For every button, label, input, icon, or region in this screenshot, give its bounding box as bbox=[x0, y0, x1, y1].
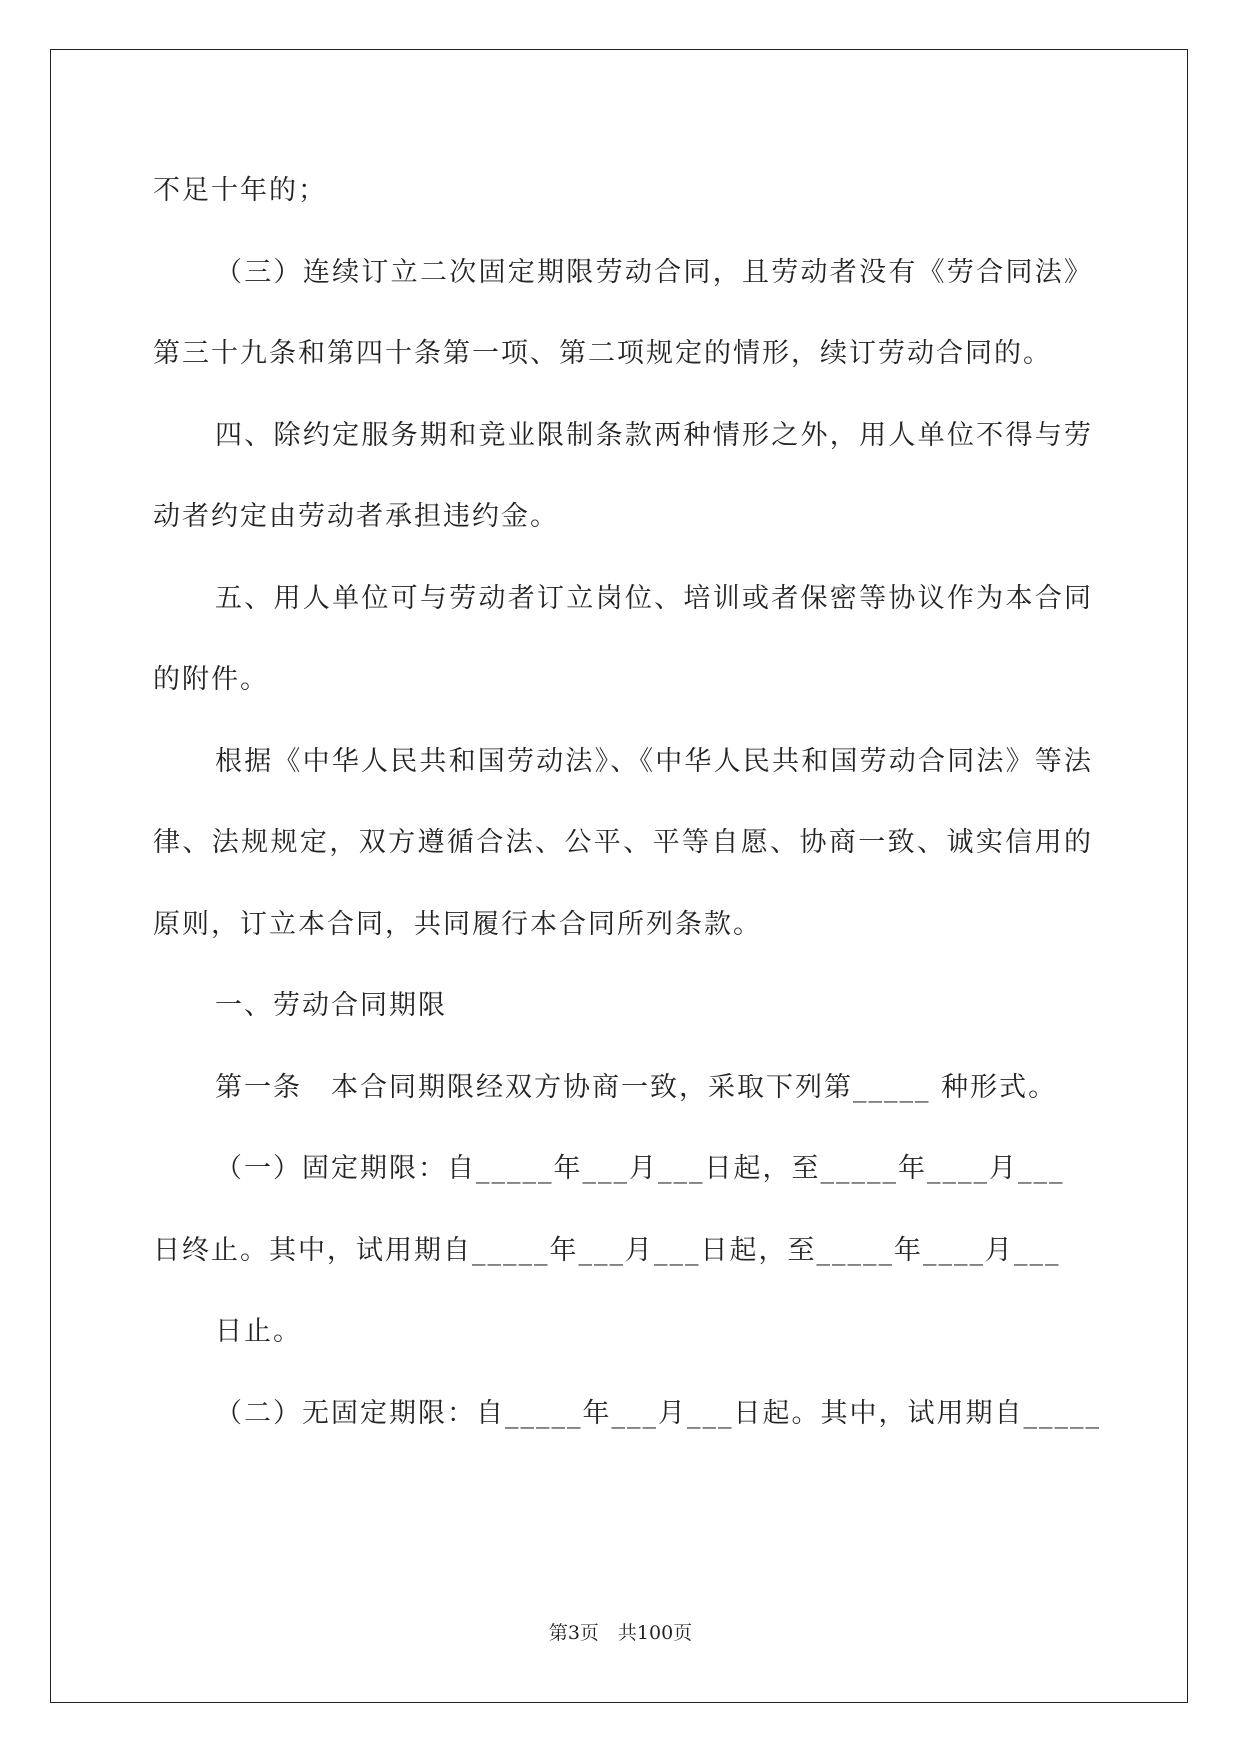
paragraph: 根据《中华人民共和国劳动法》、《中华人民共和国劳动合同法》等法律、法规规定，双方遵循合法、公平、平等自愿、协商一致、诚实信用的原则，订立本合同，共同履行本合同所列条款。 bbox=[153, 745, 1093, 940]
section-heading: 一、劳动合同期限 bbox=[215, 990, 447, 1021]
open-term-clause bbox=[153, 1373, 1101, 1455]
form-line: （二）无固定期限：自_____年___月___日起。其中，试用期自_____ bbox=[215, 1397, 1101, 1429]
page-footer: 第3页 共100页 bbox=[548, 1622, 693, 1644]
paragraph: 四、除约定服务期和竞业限制条款两种情形之外，用人单位不得与劳动者约定由劳动者承担违约金。 bbox=[153, 419, 1093, 532]
form-line: 日终止。其中，试用期自_____年___月___日起，至_____年____月___ bbox=[153, 1234, 1061, 1266]
paragraph: （三）连续订立二次固定期限劳动合同，且劳动者没有《劳合同法》第三十九条和第四十条第一项、第二项规定的情形，续订劳动合同的。 bbox=[153, 256, 1093, 369]
paragraph: 不足十年的； bbox=[153, 175, 327, 206]
paragraph: 五、用人单位可与劳动者订立岗位、培训或者保密等协议作为本合同的附件。 bbox=[153, 582, 1093, 695]
article-1: 第一条 本合同期限经双方协商一致，采取下列第_____ 种形式。 bbox=[215, 1071, 1058, 1103]
form-line: 日止。 bbox=[215, 1316, 302, 1347]
fixed-term-clause bbox=[153, 1128, 1093, 1373]
form-line: （一）固定期限：自_____年___月___日起，至_____年____月___ bbox=[215, 1153, 1065, 1184]
document-body bbox=[153, 150, 1101, 1454]
